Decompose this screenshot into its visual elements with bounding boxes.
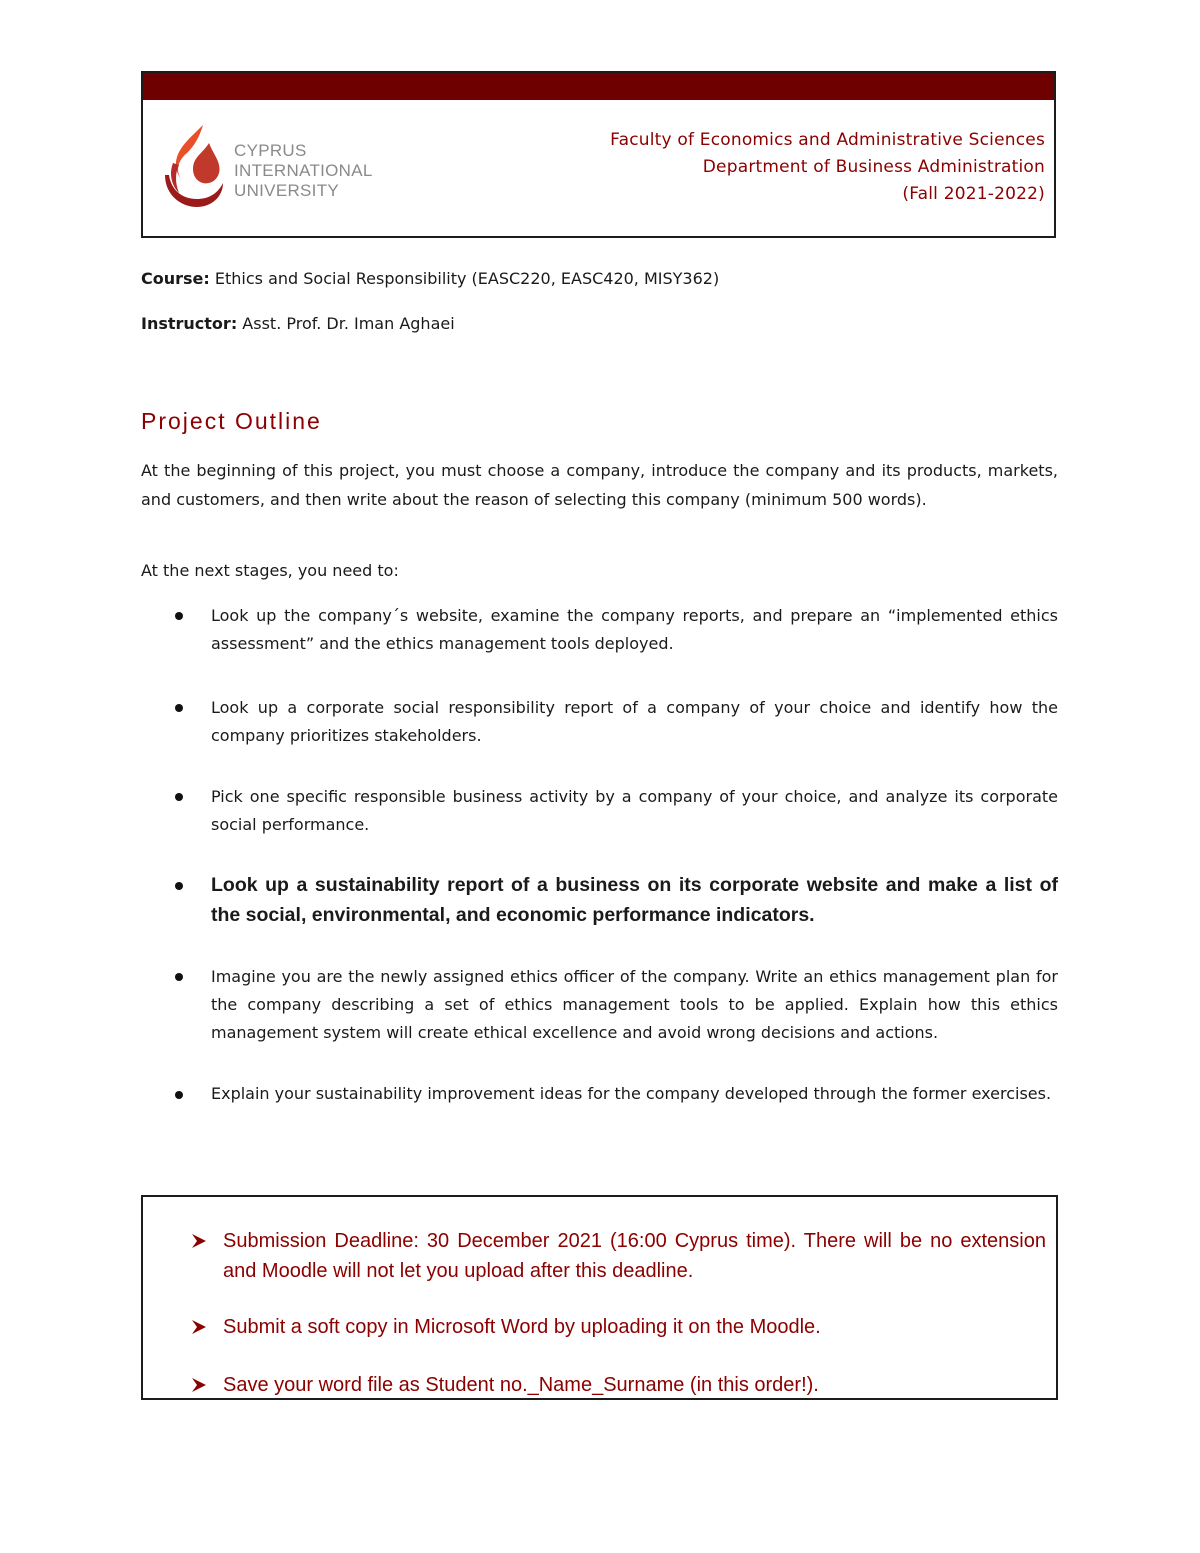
bullet-item-4: Look up a sustainability report of a business on its corporate website and make a list of the social, environmental, and economic performance indicators. — [211, 874, 1058, 926]
note-soft-copy: Submit a soft copy in Microsoft Word by uploading it on the Moodle. — [223, 1316, 821, 1338]
arrow-bullet-icon — [190, 1232, 208, 1250]
faculty-name: Faculty of Economics and Administrative Sciences — [610, 130, 1045, 150]
course-label: Course: — [141, 269, 210, 288]
instructor-label: Instructor: — [141, 314, 238, 333]
bullet-dot-icon — [175, 704, 183, 712]
logo-line-1: CYPRUS — [234, 141, 307, 160]
bullet-item-1: Look up the company´s website, examine the company reports, and prepare an “implemented ethics assessment” and the ethics management tools deployed. — [211, 606, 1058, 653]
logo-line-3: UNIVERSITY — [234, 181, 340, 200]
flame-logo-icon — [163, 123, 225, 209]
arrow-bullet-icon — [190, 1376, 208, 1394]
bullet-dot-icon — [175, 793, 183, 801]
header-box — [141, 71, 1056, 238]
bullet-item-6: Explain your sustainability improvement ideas for the company developed through the former exercises. — [211, 1084, 1052, 1103]
university-logo — [163, 123, 393, 213]
logo-line-2: INTERNATIONAL — [234, 161, 373, 180]
department-name: Department of Business Administration — [702, 157, 1045, 177]
faculty-block — [610, 127, 1045, 208]
bullet-dot-icon — [175, 882, 183, 890]
instructor-value: Asst. Prof. Dr. Iman Aghaei — [237, 314, 455, 333]
course-line — [141, 269, 719, 288]
bullet-dot-icon — [175, 612, 183, 620]
section-title: Project Outline — [141, 408, 322, 434]
logo-wordmark — [234, 141, 373, 201]
bullet-item-2: Look up a corporate social responsibility report of a company of your choice and identify how the company prioritizes stakeholders. — [211, 698, 1058, 745]
bullet-item-5: Imagine you are the newly assigned ethics officer of the company. Write an ethics management plan for the company describing a set of ethics management tools to be applied. Explain how this ethics management system will create ethical excellence and avoid wrong decisions and actions. — [211, 967, 1058, 1042]
note-file-name: Save your word file as Student no._Name_Surname (in this order!). — [223, 1374, 819, 1396]
bullet-dot-icon — [175, 1091, 183, 1099]
note-deadline: Submission Deadline: 30 December 2021 (16:00 Cyprus time). There will be no extension and Moodle will not let you upload after this deadline. — [223, 1230, 1046, 1282]
header-color-bar — [143, 73, 1054, 100]
arrow-bullet-icon — [190, 1318, 208, 1336]
bullet-dot-icon — [175, 973, 183, 981]
bullet-item-3: Pick one specific responsible business activity by a company of your choice, and analyze its corporate social performance. — [211, 787, 1058, 834]
course-value: Ethics and Social Responsibility (EASC220, EASC420, MISY362) — [209, 269, 720, 288]
intro-paragraph: At the beginning of this project, you must choose a company, introduce the company and its products, markets, and customers, and then write about the reason of selecting this company (minimum 500 words). — [141, 461, 1058, 509]
instructor-line — [141, 314, 455, 333]
term: (Fall 2021-2022) — [902, 184, 1045, 204]
next-stages-paragraph: At the next stages, you need to: — [141, 561, 399, 580]
